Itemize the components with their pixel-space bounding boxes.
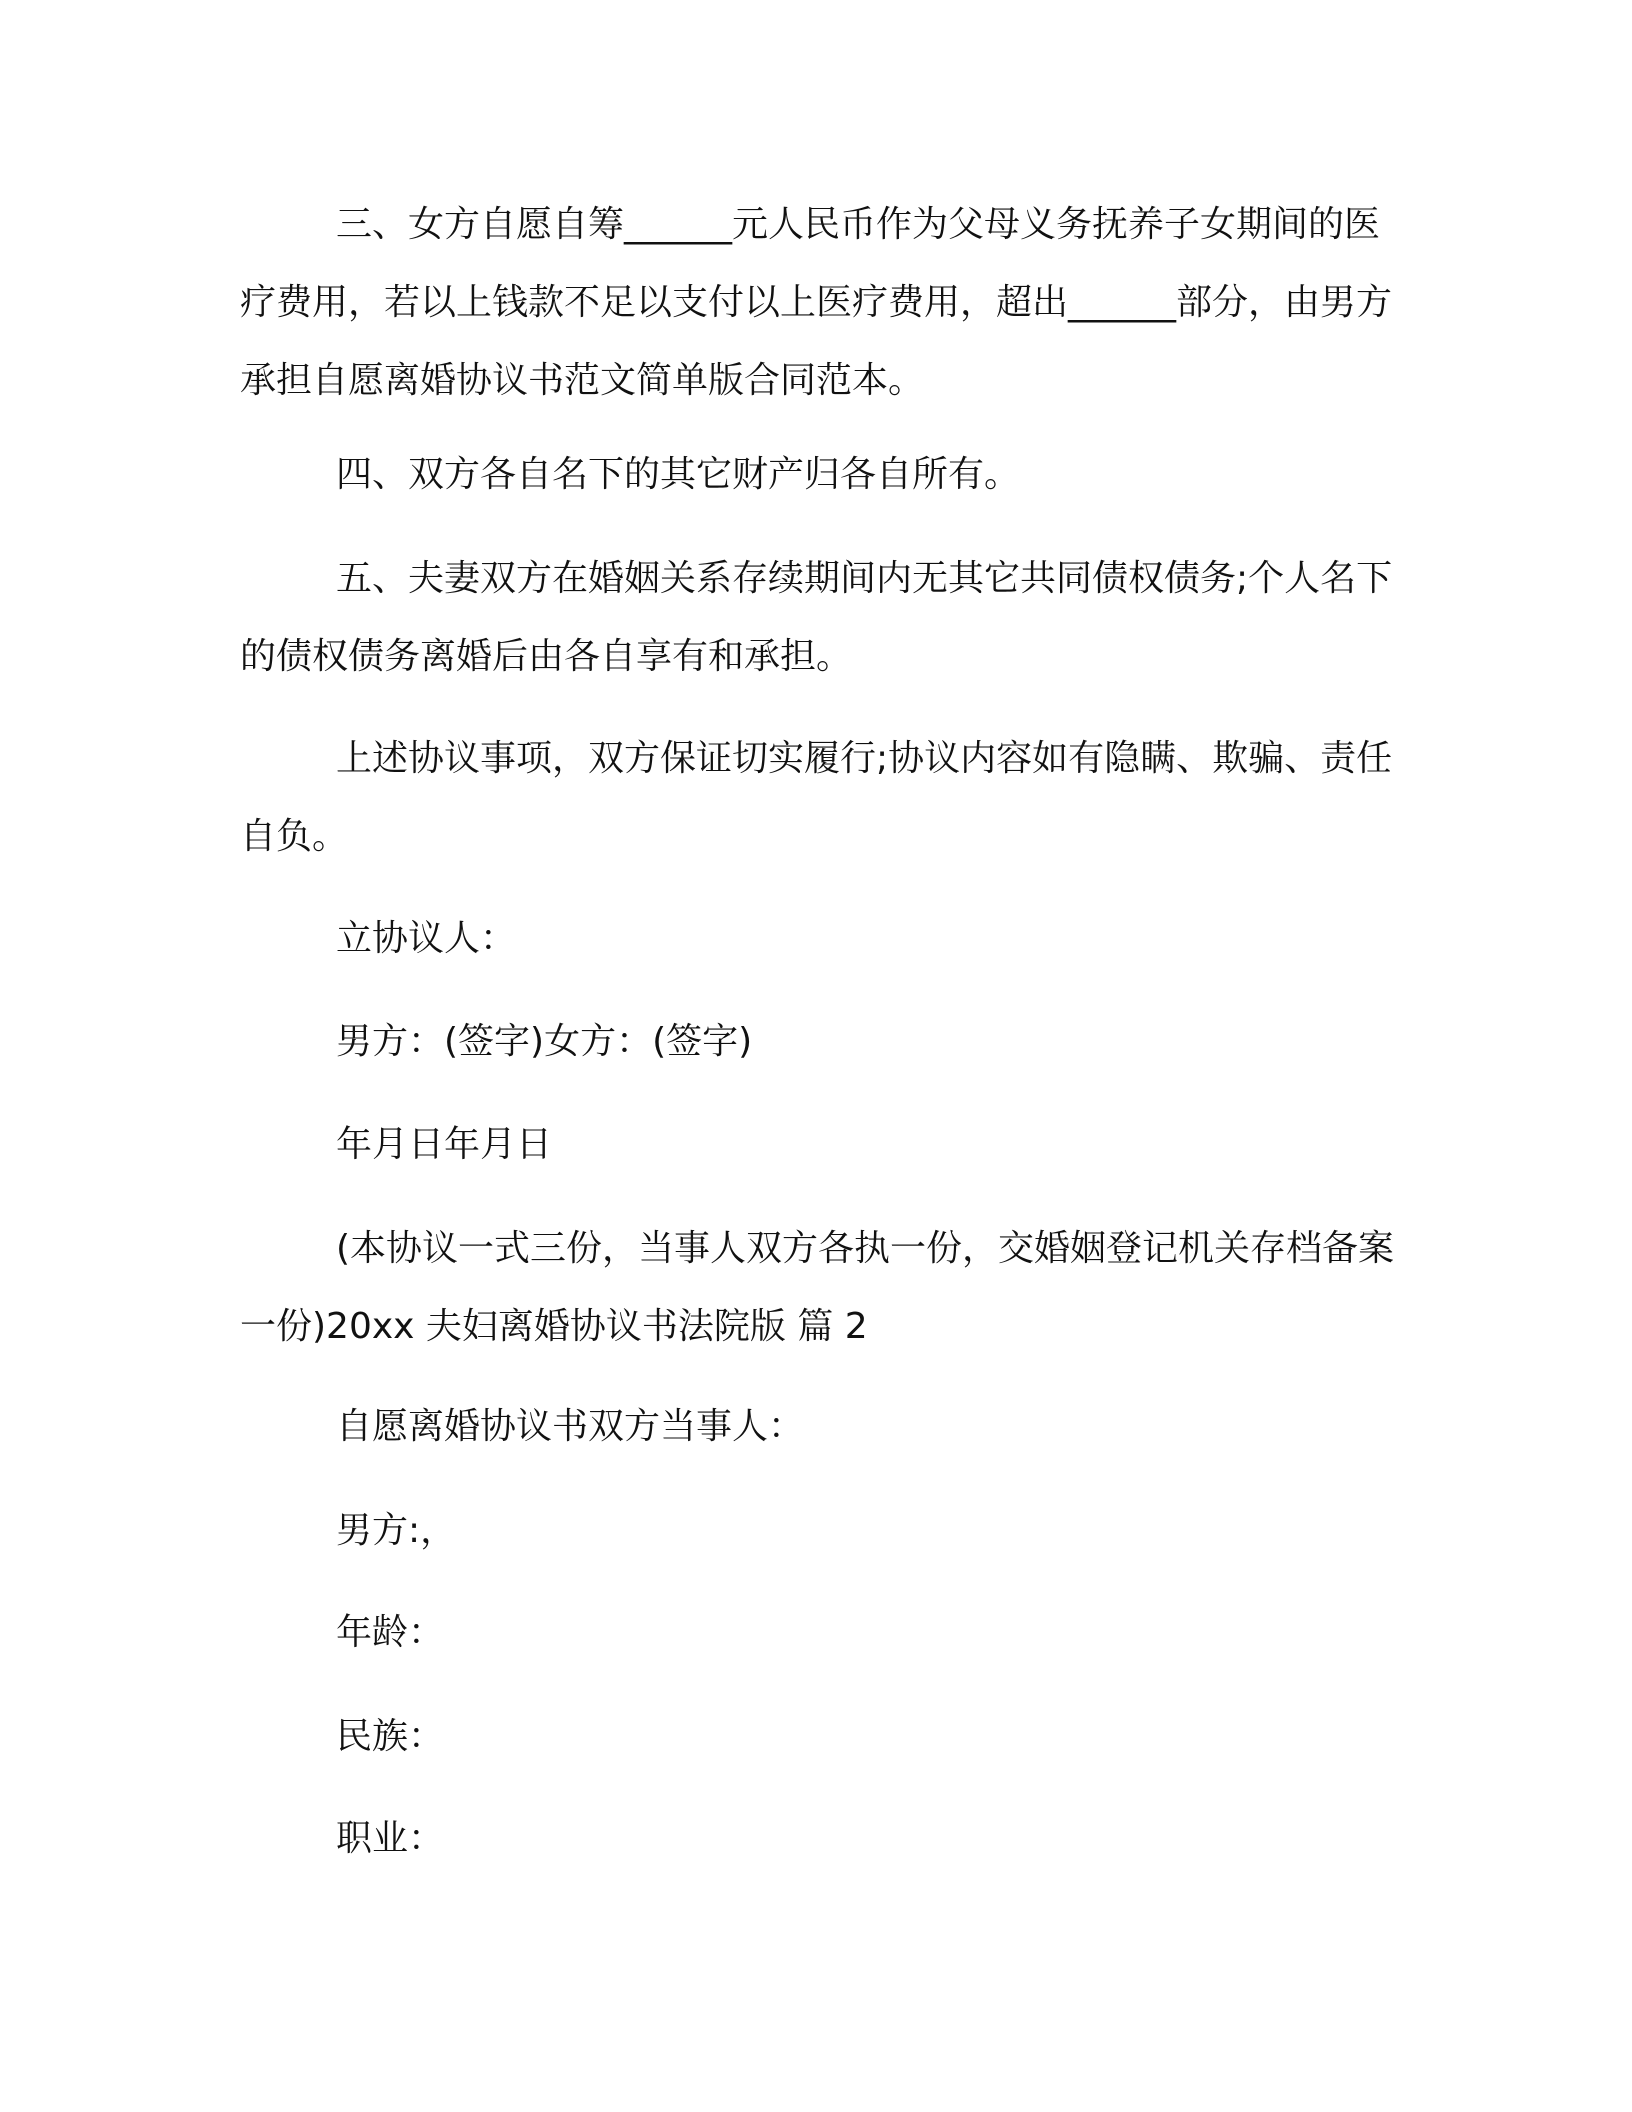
paragraph-parties: 自愿离婚协议书双方当事人：: [336, 1406, 805, 1447]
field-ethnicity: 民族：: [336, 1716, 445, 1757]
field-male: 男方:，: [336, 1510, 457, 1551]
field-age: 年龄：: [336, 1612, 445, 1653]
paragraph-copies-note: (本协议一式三份，当事人双方各执一份，交婚姻登记机关存档备案一份)20xx 夫妇离婚协议书法院版 篇 2: [240, 1228, 1395, 1347]
paragraph-clause-4: 四、双方各自名下的其它财产归各自所有。: [336, 454, 1021, 495]
paragraph-clause-5: 五、夫妻双方在婚姻关系存续期间内无其它共同债权债务;个人名下的债权债务离婚后由各自享有和承担。: [240, 558, 1393, 677]
paragraph-dates: 年月日年月日: [336, 1124, 553, 1165]
paragraph-clause-3: 三、女方自愿自筹______元人民币作为父母义务抚养子女期间的医疗费用，若以上钱款不足以支付以上医疗费用，超出______部分，由男方承担自愿离婚协议书范文简单版合同范本。: [240, 204, 1393, 401]
field-occupation: 职业：: [336, 1818, 445, 1859]
paragraph-guarantee: 上述协议事项，双方保证切实履行;协议内容如有隐瞒、欺骗、责任自负。: [240, 738, 1393, 857]
paragraph-signatures: 男方：(签字)女方：(签字): [336, 1021, 753, 1062]
paragraph-signers-label: 立协议人：: [336, 918, 517, 959]
